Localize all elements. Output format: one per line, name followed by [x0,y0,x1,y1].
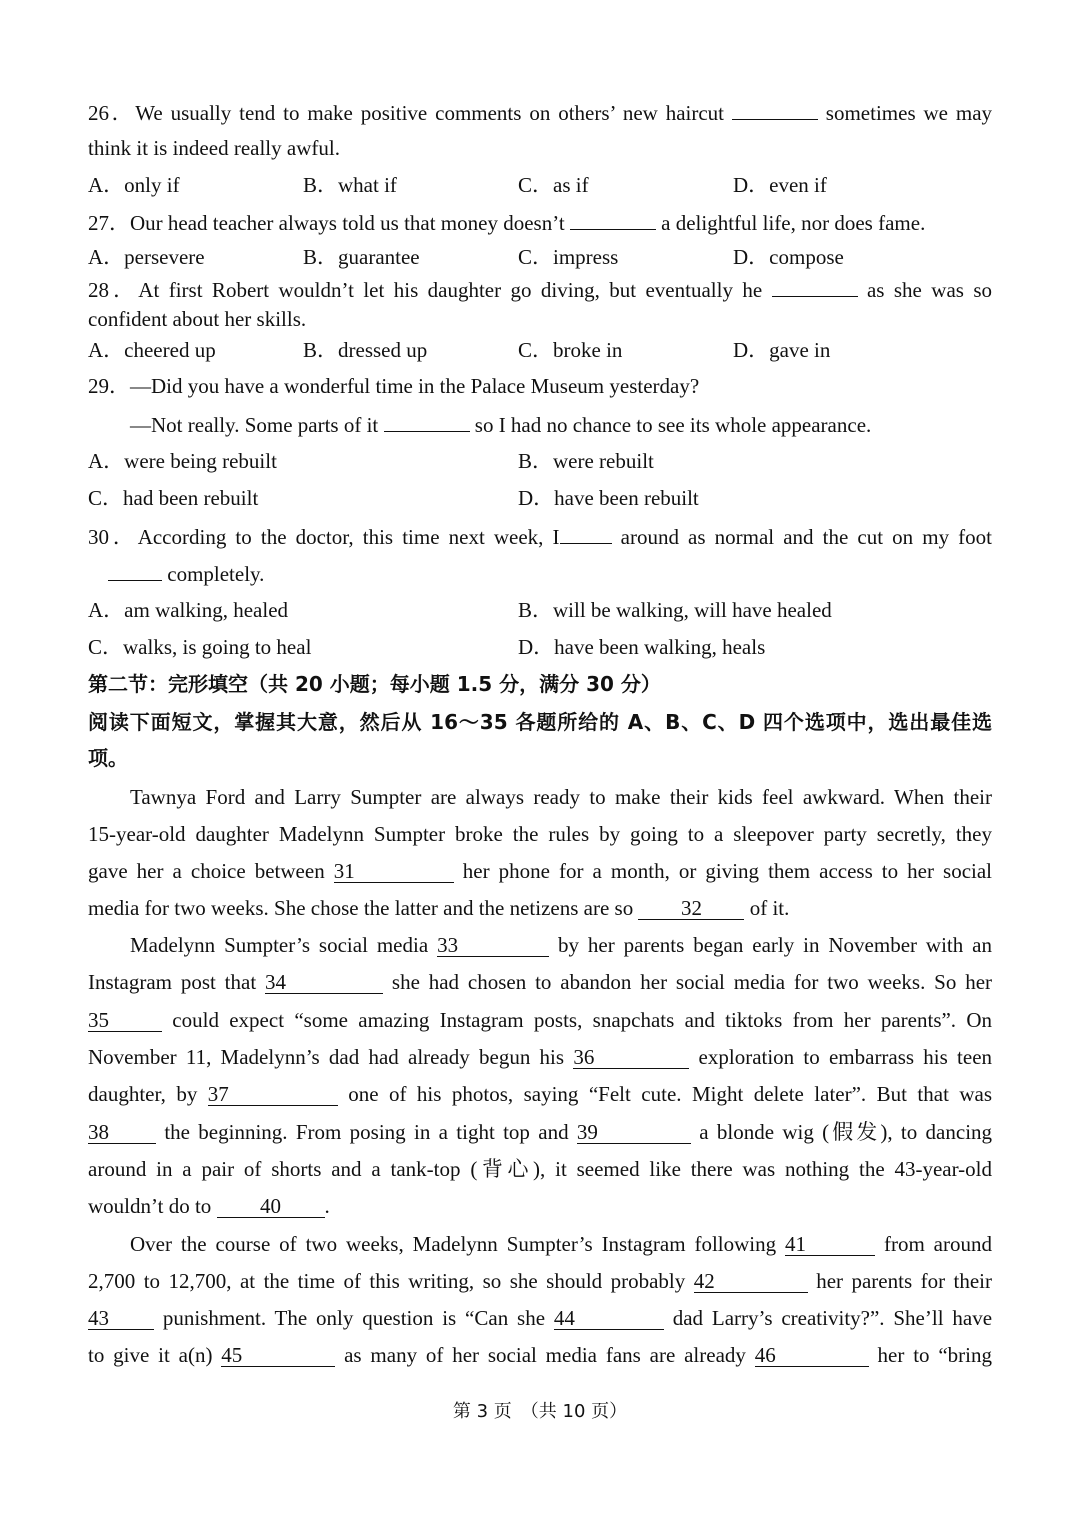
q30-line2: completely. [108,558,264,588]
q28-option-b: B．dressed up [303,338,428,362]
section-heading: 第二节：完形填空（共 20 小题；每小题 1.5 分，满分 30 分） [88,672,661,696]
q27-option-c: C．impress [518,245,619,269]
q29-line2: —Not really. Some parts of it so I had no chance to see its whole appearance. [130,409,871,439]
answer-blank [560,521,612,544]
cloze-blank-42: 42 [694,1270,808,1293]
q27-option-b: B．guarantee [303,245,420,269]
q28-option-a: A．cheered up [88,338,216,362]
passage-line: daughter, by 37 one of his photos, saying “Felt cute. Might delete later”. But that was [88,1082,993,1106]
cloze-blank-31: 31 [334,860,454,883]
q29-option-d: D．have been rebuilt [518,486,699,510]
q30-line1: 30．According to the doctor, this time next week, I around as normal and the cut on my foot [88,521,992,551]
q26-option-b: B．what if [303,173,397,197]
q29-line1: 29．—Did you have a wonderful time in the Palace Museum yesterday? [88,374,700,398]
q30-option-a: A．am walking, healed [88,598,289,622]
q28-option-d: D．gave in [733,338,831,362]
q29-option-c: C．had been rebuilt [88,486,259,510]
answer-blank [108,558,162,581]
passage-line: around in a pair of shorts and a tank-top (背心), it seemed like there was nothing the 43-year-old [88,1157,992,1181]
q30-option-d: D．have been walking, heals [518,635,766,659]
section-instructions-cont: 项。 [88,746,128,770]
passage-line: 2,700 to 12,700, at the time of this writing, so she should probably 42 her parents for their [88,1269,993,1293]
cloze-blank-35: 35 [88,1009,162,1032]
cloze-blank-34: 34 [265,971,383,994]
cloze-blank-46: 46 [755,1344,869,1367]
cloze-blank-40: 40 [217,1195,325,1218]
q26-option-a: A．only if [88,173,180,197]
q26-option-d: D．even if [733,173,827,197]
q28-line2: confident about her skills. [88,307,307,331]
answer-blank [384,409,470,432]
passage-line: to give it a(n) 45 as many of her social media fans are already 46 her to “bring [88,1343,992,1367]
passage-line: Instagram post that 34 she had chosen to abandon her social media for two weeks. So her [88,970,993,994]
passage-line: Madelynn Sumpter’s social media 33 by her parents began early in November with an [130,933,993,957]
cloze-blank-41: 41 [785,1233,875,1256]
passage-line: Tawnya Ford and Larry Sumpter are always ready to make their kids feel awkward. When their [130,785,992,809]
section-instructions: 阅读下面短文，掌握其大意，然后从 16～35 各题所给的 A、B、C、D 四个选项中，选出最佳选 [88,710,992,734]
passage-line: wouldn’t do to 40 . [88,1194,330,1218]
cloze-blank-39: 39 [577,1121,691,1144]
cloze-blank-44: 44 [554,1307,664,1330]
answer-blank [732,97,818,120]
cloze-blank-43: 43 [88,1307,154,1330]
cloze-blank-38: 38 [88,1121,156,1144]
cloze-blank-45: 45 [221,1344,335,1367]
q30-option-c: C．walks, is going to heal [88,635,312,659]
answer-blank [570,207,656,230]
passage-line: gave her a choice between 31 her phone for a month, or giving them access to her social [88,859,993,883]
q28-line1: 28．At first Robert wouldn’t let his daughter go diving, but eventually he as she was so [88,274,992,304]
cloze-blank-32: 32 [638,897,744,920]
cloze-blank-33: 33 [437,934,549,957]
q27-line1: 27．Our head teacher always told us that money doesn’t a delightful life, nor does fame. [88,207,992,237]
passage-line: media for two weeks. She chose the latter and the netizens are so 32 of it. [88,896,790,920]
passage-line: November 11, Madelynn’s dad had already begun his 36 exploration to embarrass his teen [88,1045,993,1069]
cloze-blank-36: 36 [573,1046,689,1069]
passage-line: 35 could expect “some amazing Instagram posts, snapchats and tiktoks from her parents”. On [88,1008,993,1032]
passage-line: 38 the beginning. From posing in a tight top and 39 a blonde wig (假发), to dancing [88,1120,993,1144]
q26-line2: think it is indeed really awful. [88,136,340,160]
passage-line: 15-year-old daughter Madelynn Sumpter broke the rules by going to a sleepover party secretly, they [88,822,992,846]
page-number-footer: 第 3 页 （共 10 页） [452,1401,628,1422]
q26-option-c: C．as if [518,173,589,197]
q29-option-b: B．were rebuilt [518,449,654,473]
q27-option-a: A．persevere [88,245,205,269]
cloze-blank-37: 37 [208,1083,338,1106]
passage-line: 43 punishment. The only question is “Can she 44 dad Larry’s creativity?”. She’ll have [88,1306,993,1330]
q29-option-a: A．were being rebuilt [88,449,277,473]
q26-line1: 26．We usually tend to make positive comments on others’ new haircut sometimes we may [88,97,992,127]
q30-option-b: B．will be walking, will have healed [518,598,832,622]
q28-option-c: C．broke in [518,338,623,362]
answer-blank [772,274,858,297]
q27-option-d: D．compose [733,245,844,269]
passage-line: Over the course of two weeks, Madelynn Sumpter’s Instagram following 41 from around [130,1232,993,1256]
